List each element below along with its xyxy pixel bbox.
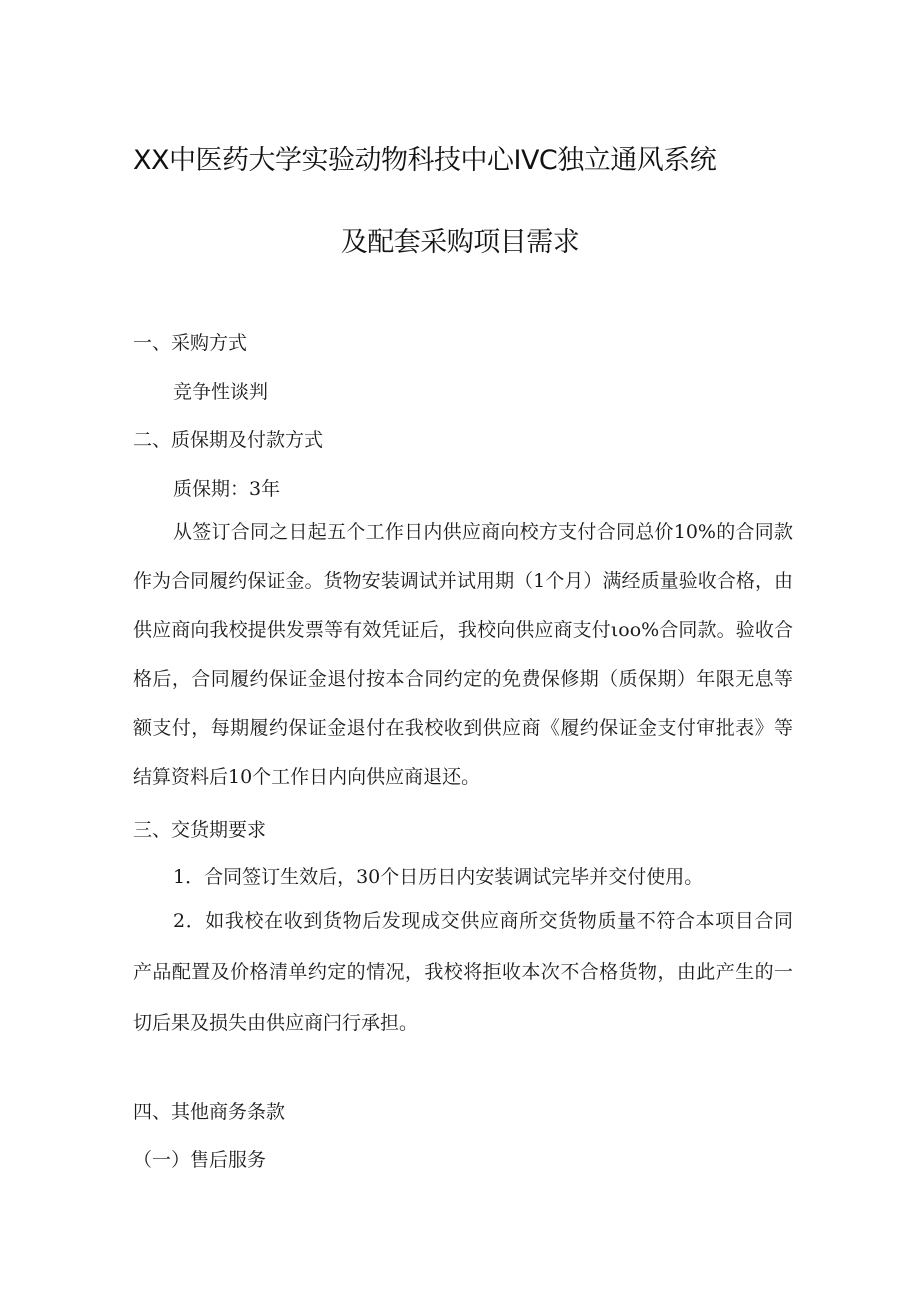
section1-content: 竞争性谈判 — [173, 381, 269, 403]
section4-subheading: （一）售后服务 — [133, 1149, 267, 1171]
document-title-line1: XX中医药大学实验动物科技中心IVC独立通风系统 — [133, 145, 717, 176]
section3-item2: 2．如我校在收到货物后发现成交供应商所交货物质量不符合本项目合同产品配置及价格清单约定的情况，我校将拒收本次不合格货物，由此产生的一切后果及损失由供应商闩行承担。 — [133, 910, 793, 1034]
section2-payment-paragraph: 从签订合同之日起五个工作日内供应商向校方支付合同总价10%的合同款作为合同履约保证金。货物安装调试并试用期（1个月）满经质量验收合格，由供应商向我校提供发票等有效凭证后，我校向供应商支付ιoo%合同款。验收合格后，合同履约保证金退付按本合同约定的免费保修期（质保期）年限无息等额支付，每期履约保证金退付在我校收到供应商《履约保证金支付审批表》等结算资料后10个工作日内向供应商退还。 — [133, 521, 793, 788]
section4-heading: 四、其他商务条款 — [133, 1101, 286, 1123]
section3-heading: 三、交货期要求 — [133, 819, 267, 841]
section2-heading: 二、质保期及付款方式 — [133, 429, 324, 451]
section3-item1: 1．合同签订生效后，30个日历日内安装调试完毕并交付使用。 — [173, 866, 704, 888]
document-title-line2: 及配套采购项目需求 — [340, 227, 580, 258]
section1-heading: 一、采购方式 — [133, 332, 248, 354]
section2-warranty: 质保期：3年 — [173, 478, 281, 500]
